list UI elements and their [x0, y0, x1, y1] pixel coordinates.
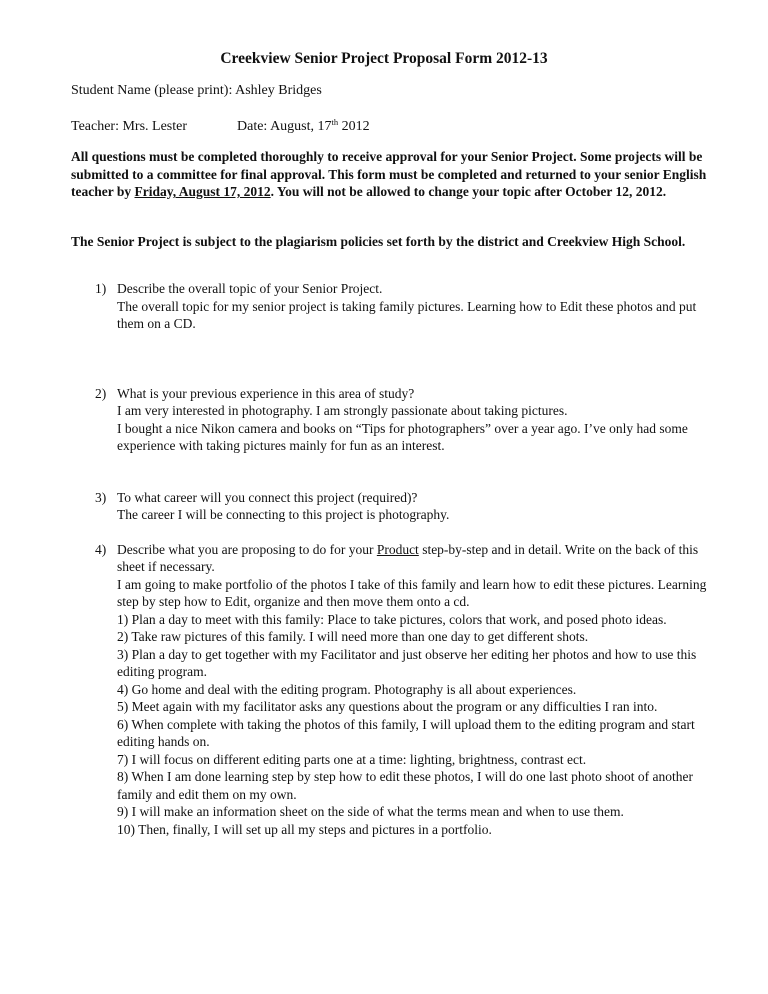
- step-item: 9) I will make an information sheet on the side of what the terms mean and when to use them.: [117, 804, 624, 819]
- question-text-end: step-by-step and in detail. Write on the back of this sheet if necessary.: [117, 541, 699, 574]
- instructions-paragraph: [71, 148, 711, 201]
- date-value-year: 2012: [338, 119, 370, 134]
- answer-text: The career I will be connecting to this project is photography.: [117, 507, 450, 522]
- question-text: Describe the overall topic of your Senior Project.: [117, 281, 383, 296]
- teacher-date-line: [71, 117, 370, 135]
- question-text: What is your previous experience in this area of study?: [117, 385, 415, 401]
- page-title: Creekview Senior Project Proposal Form 2012-13: [220, 50, 548, 67]
- date-value: [270, 119, 370, 134]
- question-text: To what career will you connect this project (required)?: [117, 489, 418, 505]
- teacher-label: Teacher:: [71, 119, 119, 134]
- student-name-value: Ashley Bridges: [235, 83, 322, 98]
- step-item: 1) Plan a day to meet with this family: Place to take pictures, colors that work, and posed photo ideas.: [117, 611, 667, 627]
- question-text-start: Describe what you are proposing to do for your: [117, 541, 377, 557]
- question-text: [117, 541, 711, 576]
- student-name-line: [71, 83, 322, 99]
- teacher-value: Mrs. Lester: [122, 119, 188, 134]
- answer-text: The overall topic for my senior project is taking family pictures. Learning how to Edit these photos and put them on a CD.: [117, 298, 697, 331]
- question-number: 4): [95, 541, 107, 557]
- question-number: 2): [95, 385, 107, 401]
- date-value-main: August, 17: [270, 119, 332, 134]
- questions-list: [71, 280, 711, 838]
- step-item: 4) Go home and deal with the editing program. Photography is all about experiences.: [117, 681, 577, 697]
- question-item: [71, 541, 711, 839]
- answer-text: I am very interested in photography. I am strongly passionate about taking pictures.: [117, 403, 568, 418]
- question-number: 3): [95, 489, 107, 505]
- step-item: 7) I will focus on different editing parts one at a time: lighting, brightness, contrast ect.: [117, 751, 587, 767]
- answer-intro: I am going to make portfolio of the photos I take of this family and learn how to edit these pictures. Learning step by step how to Edit, organize and then move them onto a cd.: [117, 576, 707, 609]
- answer-text: I bought a nice Nikon camera and books on “Tips for photographers” over a year ago. I’ve only had some experience with taking pictures mainly for fun as an interest.: [117, 420, 688, 453]
- date-value-superscript: th: [331, 117, 339, 127]
- question-item: [71, 489, 711, 524]
- step-item: 10) Then, finally, I will set up all my steps and pictures in a portfolio.: [117, 821, 492, 837]
- instructions-text: All questions must be completed thoroughly to receive approval for your Senior Project. Some projects will be submitted to a committee for final approval. This form must be completed and returned to your senior English teacher by: [71, 149, 707, 199]
- instructions-text-end: . You will not be allowed to change your topic after October 12, 2012.: [270, 184, 667, 199]
- step-item: 6) When complete with taking the photos of this family, I will upload them to the editing program and start editing hands on.: [117, 716, 695, 749]
- date-field: [237, 119, 370, 135]
- step-item: 8) When I am done learning step by step how to edit these photos, I will do one last photo shoot of another family and edit them on my own.: [117, 769, 694, 802]
- question-underlined-word: Product: [376, 541, 419, 557]
- step-item: 5) Meet again with my facilitator asks any questions about the program or any difficulties I ran into.: [117, 699, 658, 714]
- step-item: 3) Plan a day to get together with my Facilitator and just observe her editing her photos and how to use this editing program.: [117, 646, 697, 679]
- question-number: 1): [95, 281, 107, 296]
- student-name-label: Student Name (please print):: [71, 83, 233, 98]
- step-item: 2) Take raw pictures of this family. I will need more than one day to get different shots.: [117, 629, 589, 644]
- date-label: Date:: [237, 119, 268, 134]
- plagiarism-notice: The Senior Project is subject to the plagiarism policies set forth by the district and Creekview High School.: [71, 234, 686, 249]
- question-item: [71, 280, 711, 333]
- question-item: [71, 385, 711, 455]
- steps-list: [117, 611, 711, 839]
- deadline-date: Friday, August 17, 2012: [134, 184, 271, 199]
